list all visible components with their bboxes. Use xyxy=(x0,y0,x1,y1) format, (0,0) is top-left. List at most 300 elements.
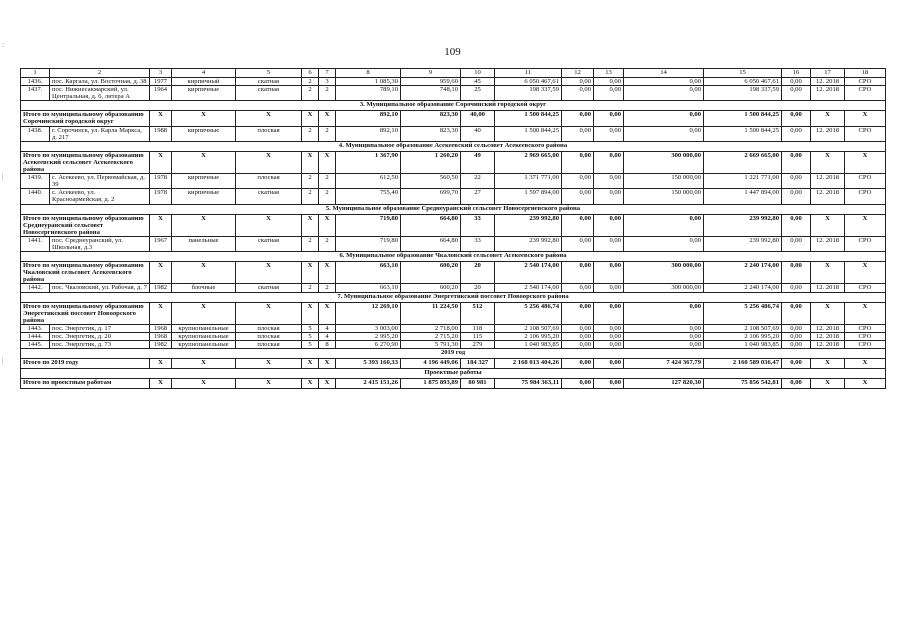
table-cell: 0,00 xyxy=(562,189,594,204)
section-title: 7. Муниципальное образование Энергетикский поссовет Новоорского района xyxy=(21,292,886,302)
table-cell: 4 xyxy=(319,324,336,332)
total-value-cell: 0,00 xyxy=(594,359,624,369)
table-cell: кирпичные xyxy=(172,174,236,189)
total-value-cell: X xyxy=(302,151,319,173)
table-cell: 239 992,80 xyxy=(495,236,562,251)
total-value-cell: 0,00 xyxy=(594,214,624,236)
total-value-cell: X xyxy=(845,359,886,369)
total-value-cell: X xyxy=(150,379,172,389)
total-value-cell: 2 415 151,26 xyxy=(336,379,401,389)
table-cell: 45 xyxy=(461,78,495,86)
total-value-cell: X xyxy=(150,262,172,284)
total-value-cell: 0,00 xyxy=(594,379,624,389)
table-cell: кирпичные xyxy=(172,189,236,204)
table-cell: 2 xyxy=(302,189,319,204)
table-cell: 0,00 xyxy=(782,341,811,349)
row-number-cell: 1443. xyxy=(21,324,50,332)
section-title: 4. Муниципальное образование Асекеевский сельсовет Асекеевского района xyxy=(21,141,886,151)
table-cell: 5 xyxy=(302,324,319,332)
total-value-cell: 0,00 xyxy=(782,359,811,369)
total-label-cell: Итого по муниципальному образованию Чкаловский сельсовет Асекеевского района xyxy=(21,262,150,284)
total-value-cell: X xyxy=(845,111,886,126)
total-value-cell: X xyxy=(236,111,302,126)
total-value-cell: 0,00 xyxy=(624,111,704,126)
table-cell: 2 xyxy=(319,189,336,204)
table-cell: 1967 xyxy=(150,236,172,251)
total-value-cell: X xyxy=(811,111,845,126)
table-cell: 0,00 xyxy=(562,236,594,251)
total-value-cell: 127 820,30 xyxy=(624,379,704,389)
row-number-cell: 1439. xyxy=(21,174,50,189)
table-cell: СРО xyxy=(845,78,886,86)
total-value-cell: 75 856 542,81 xyxy=(704,379,782,389)
table-cell: 0,00 xyxy=(594,126,624,141)
address-cell: с. Асекеево, ул. Красноармейская, д. 2 xyxy=(50,189,150,204)
table-cell: 0,00 xyxy=(782,189,811,204)
total-value-cell: 1 500 844,25 xyxy=(704,111,782,126)
total-value-cell: 0,00 xyxy=(562,302,594,324)
table-cell: 239 992,80 xyxy=(704,236,782,251)
column-number: 7 xyxy=(319,69,336,78)
table-cell: 40 xyxy=(461,126,495,141)
table-cell: 22 xyxy=(461,174,495,189)
address-cell: с. Асекеево, ул. Первомайская, д. 39 xyxy=(50,174,150,189)
total-value-cell: X xyxy=(811,262,845,284)
total-value-cell: X xyxy=(172,359,236,369)
total-value-cell: 2 240 174,00 xyxy=(704,262,782,284)
table-cell: 664,80 xyxy=(401,236,461,251)
table-cell: скатная xyxy=(236,236,302,251)
total-value-cell: 0,00 xyxy=(594,302,624,324)
total-value-cell: X xyxy=(236,214,302,236)
total-value-cell: X xyxy=(236,302,302,324)
table-cell: 2 xyxy=(319,126,336,141)
total-value-cell: 1 367,90 xyxy=(336,151,401,173)
address-cell: г. Сорочинск, ул. Карла Маркса, д. 217 xyxy=(50,126,150,141)
row-number-cell: 1437. xyxy=(21,86,50,101)
table-cell: 12. 2018 xyxy=(811,86,845,101)
total-value-cell: X xyxy=(845,214,886,236)
table-cell: 6 270,90 xyxy=(336,341,401,349)
total-value-cell: X xyxy=(302,262,319,284)
total-value-cell: 0,00 xyxy=(782,302,811,324)
table-cell: СРО xyxy=(845,236,886,251)
address-cell: пос. Чкаловский, ул. Рабочая, д. 7 xyxy=(50,284,150,292)
total-value-cell: 0,00 xyxy=(562,214,594,236)
table-cell: 2 xyxy=(319,284,336,292)
table-cell: 1982 xyxy=(150,284,172,292)
table-row xyxy=(21,341,886,349)
total-value-cell: X xyxy=(811,359,845,369)
table-cell: 5 xyxy=(302,341,319,349)
table-cell: скатная xyxy=(236,284,302,292)
table-cell: 2 718,00 xyxy=(401,324,461,332)
table-cell: 2 108 507,69 xyxy=(704,324,782,332)
table-row xyxy=(21,332,886,340)
table-cell: кирпичные xyxy=(172,86,236,101)
total-value-cell: X xyxy=(236,359,302,369)
column-number: 17 xyxy=(811,69,845,78)
total-value-cell: X xyxy=(319,379,336,389)
total-value-cell: 12 269,10 xyxy=(336,302,401,324)
table-cell: 612,50 xyxy=(336,174,401,189)
table-cell: 0,00 xyxy=(562,332,594,340)
table-cell: 748,10 xyxy=(401,86,461,101)
table-cell: 150 000,00 xyxy=(624,174,704,189)
total-value-cell: X xyxy=(236,262,302,284)
table-cell: крупнопанельные xyxy=(172,341,236,349)
total-value-cell: 300 000,00 xyxy=(624,262,704,284)
table-row xyxy=(21,86,886,101)
margin-mark: : xyxy=(2,40,5,49)
total-value-cell: 1 875 893,89 xyxy=(401,379,461,389)
table-cell: 2 xyxy=(319,236,336,251)
total-label-cell: Итого по 2019 году xyxy=(21,359,150,369)
total-value-cell: 239 992,80 xyxy=(495,214,562,236)
housing-table xyxy=(20,68,886,389)
table-cell: 0,00 xyxy=(594,284,624,292)
table-cell: 1988 xyxy=(150,126,172,141)
table-cell: 1978 xyxy=(150,174,172,189)
table-cell: 20 xyxy=(461,284,495,292)
table-cell: 0,00 xyxy=(594,189,624,204)
table-cell: 0,00 xyxy=(594,86,624,101)
column-number-row xyxy=(21,69,886,78)
total-value-cell: X xyxy=(236,151,302,173)
total-value-cell: X xyxy=(172,111,236,126)
total-value-cell: 719,80 xyxy=(336,214,401,236)
margin-mark: | xyxy=(2,172,4,181)
table-cell: 0,00 xyxy=(782,78,811,86)
subtotal-row xyxy=(21,214,886,236)
total-value-cell: X xyxy=(811,379,845,389)
section-header-row xyxy=(21,101,886,111)
section-header-row xyxy=(21,252,886,262)
table-cell: 12. 2018 xyxy=(811,174,845,189)
table-cell: плоская xyxy=(236,332,302,340)
table-cell: 0,00 xyxy=(562,341,594,349)
table-cell: 4 xyxy=(319,332,336,340)
table-cell: 0,00 xyxy=(782,126,811,141)
table-cell: 0,00 xyxy=(624,341,704,349)
column-number: 5 xyxy=(236,69,302,78)
total-value-cell: 0,00 xyxy=(594,262,624,284)
total-value-cell: 1 500 844,25 xyxy=(495,111,562,126)
table-cell: 2 xyxy=(319,174,336,189)
table-cell: 2 xyxy=(302,86,319,101)
table-cell: 0,00 xyxy=(624,126,704,141)
column-number: 10 xyxy=(461,69,495,78)
total-value-cell: 5 256 486,74 xyxy=(495,302,562,324)
total-value-cell: 1 260,20 xyxy=(401,151,461,173)
table-cell: 892,10 xyxy=(336,126,401,141)
table-cell: крупнопанельные xyxy=(172,324,236,332)
table-cell: плоская xyxy=(236,324,302,332)
table-cell: 12. 2018 xyxy=(811,332,845,340)
table-cell: 0,00 xyxy=(782,324,811,332)
table-cell: 0,00 xyxy=(562,78,594,86)
table-cell: 33 xyxy=(461,236,495,251)
table-cell: 0,00 xyxy=(782,236,811,251)
table-cell: 0,00 xyxy=(624,236,704,251)
total-value-cell: 40,00 xyxy=(461,111,495,126)
table-cell: 12. 2018 xyxy=(811,126,845,141)
table-cell: СРО xyxy=(845,126,886,141)
page-number: 109 xyxy=(444,46,461,58)
total-value-cell: 600,20 xyxy=(401,262,461,284)
table-cell: 300 000,00 xyxy=(624,284,704,292)
row-number-cell: 1438. xyxy=(21,126,50,141)
total-value-cell: 75 984 363,11 xyxy=(495,379,562,389)
table-cell: 1 500 844,25 xyxy=(495,126,562,141)
table-cell: кирпичные xyxy=(172,126,236,141)
subtotal-row xyxy=(21,111,886,126)
table-cell: 2 xyxy=(302,174,319,189)
section-header-row xyxy=(21,349,886,359)
column-number: 15 xyxy=(704,69,782,78)
grand-total-row xyxy=(21,359,886,369)
table-cell: 0,00 xyxy=(562,324,594,332)
total-label-cell: Итого по муниципальному образованию Энергетикский поссовет Новоорского района xyxy=(21,302,150,324)
total-value-cell: 0,00 xyxy=(594,151,624,173)
table-cell: 0,00 xyxy=(562,86,594,101)
total-value-cell: 0,00 xyxy=(782,214,811,236)
total-label-cell: Итого по муниципальному образованию Сорочинский городской округ xyxy=(21,111,150,126)
address-cell: пос. Каргала, ул. Восточная, д. 38 xyxy=(50,78,150,86)
total-value-cell: 823,30 xyxy=(401,111,461,126)
total-value-cell: 20 xyxy=(461,262,495,284)
column-number: 8 xyxy=(336,69,401,78)
table-row xyxy=(21,78,886,86)
table-cell: скатная xyxy=(236,86,302,101)
table-body xyxy=(21,69,886,389)
total-value-cell: X xyxy=(845,379,886,389)
table-cell: 1 597 894,00 xyxy=(495,189,562,204)
table-cell: 1 085,30 xyxy=(336,78,401,86)
table-cell: 1 040 983,85 xyxy=(704,341,782,349)
total-value-cell: 300 000,00 xyxy=(624,151,704,173)
total-value-cell: 7 424 367,79 xyxy=(624,359,704,369)
table-cell: блочные xyxy=(172,284,236,292)
total-value-cell: 512 xyxy=(461,302,495,324)
table-cell: 789,10 xyxy=(336,86,401,101)
total-value-cell: X xyxy=(302,214,319,236)
column-number: 2 xyxy=(50,69,150,78)
table-cell: СРО xyxy=(845,86,886,101)
table-cell: 2 106 995,20 xyxy=(704,332,782,340)
address-cell: пос. Энергетик, д. 20 xyxy=(50,332,150,340)
total-value-cell: 0,00 xyxy=(562,111,594,126)
table-cell: 3 xyxy=(319,78,336,86)
table-cell: 0,00 xyxy=(562,126,594,141)
table-cell: 2 540 174,00 xyxy=(495,284,562,292)
column-number: 18 xyxy=(845,69,886,78)
table-cell: 2 106 995,20 xyxy=(495,332,562,340)
address-cell: пос. Энергетик, д. 73 xyxy=(50,341,150,349)
total-value-cell: X xyxy=(150,151,172,173)
total-value-cell: 2 168 013 404,26 xyxy=(495,359,562,369)
total-value-cell: 11 224,50 xyxy=(401,302,461,324)
total-value-cell: X xyxy=(319,262,336,284)
section-title: 6. Муниципальное образование Чкаловский сельсовет Асекеевского района xyxy=(21,252,886,262)
table-cell: панельные xyxy=(172,236,236,251)
table-row xyxy=(21,236,886,251)
row-number-cell: 1444. xyxy=(21,332,50,340)
table-cell: 25 xyxy=(461,86,495,101)
total-value-cell: X xyxy=(302,302,319,324)
table-cell: СРО xyxy=(845,324,886,332)
total-label-cell: Итого по муниципальному образованию Асекеевский сельсовет Асекеевского района xyxy=(21,151,150,173)
total-value-cell: 239 992,80 xyxy=(704,214,782,236)
table-cell: 0,00 xyxy=(624,332,704,340)
table-cell: 0,00 xyxy=(782,284,811,292)
table-cell: СРО xyxy=(845,284,886,292)
total-value-cell: X xyxy=(172,262,236,284)
table-cell: 560,50 xyxy=(401,174,461,189)
table-cell: 6 050 467,61 xyxy=(704,78,782,86)
table-cell: 12. 2018 xyxy=(811,324,845,332)
table-cell: 198 337,59 xyxy=(495,86,562,101)
total-value-cell: X xyxy=(172,214,236,236)
total-value-cell: 33 xyxy=(461,214,495,236)
total-value-cell: 0,00 xyxy=(624,214,704,236)
table-cell: 2 xyxy=(302,284,319,292)
table-cell: 8 xyxy=(319,341,336,349)
column-number: 11 xyxy=(495,69,562,78)
table-cell: кирпичный xyxy=(172,78,236,86)
address-cell: пос. Среднеуранский, ул. Школьная, д.3 xyxy=(50,236,150,251)
total-value-cell: 0,00 xyxy=(782,111,811,126)
total-value-cell: 2 669 665,00 xyxy=(704,151,782,173)
total-value-cell: X xyxy=(845,302,886,324)
table-cell: 12. 2018 xyxy=(811,189,845,204)
table-cell: 2 108 507,69 xyxy=(495,324,562,332)
total-value-cell: X xyxy=(319,111,336,126)
table-cell: 2 xyxy=(319,86,336,101)
table-cell: СРО xyxy=(845,332,886,340)
section-title: 5. Муниципальное образование Среднеуранский сельсовет Новосергиевского района xyxy=(21,204,886,214)
section-title: 3. Муниципальное образование Сорочинский городской округ xyxy=(21,101,886,111)
section-header-row xyxy=(21,141,886,151)
table-cell: 1964 xyxy=(150,86,172,101)
table-cell: 115 xyxy=(461,332,495,340)
table-cell: 1968 xyxy=(150,324,172,332)
section-header-row xyxy=(21,369,886,379)
table-cell: 279 xyxy=(461,341,495,349)
table-cell: 699,70 xyxy=(401,189,461,204)
table-cell: 1 221 771,00 xyxy=(704,174,782,189)
table-cell: плоская xyxy=(236,341,302,349)
table-cell: 1982 xyxy=(150,341,172,349)
total-value-cell: 892,10 xyxy=(336,111,401,126)
table-cell: СРО xyxy=(845,174,886,189)
row-number-cell: 1440. xyxy=(21,189,50,204)
table-cell: 12. 2018 xyxy=(811,236,845,251)
table-cell: 755,40 xyxy=(336,189,401,204)
table-cell: 5 791,30 xyxy=(401,341,461,349)
table-cell: 1 371 771,00 xyxy=(495,174,562,189)
total-value-cell: 0,00 xyxy=(594,111,624,126)
total-value-cell: X xyxy=(811,151,845,173)
table-cell: 118 xyxy=(461,324,495,332)
total-value-cell: X xyxy=(319,214,336,236)
table-cell: 0,00 xyxy=(594,324,624,332)
row-number-cell: 1442. xyxy=(21,284,50,292)
total-value-cell: 2 160 589 036,47 xyxy=(704,359,782,369)
total-value-cell: X xyxy=(172,151,236,173)
table-cell: 2 xyxy=(302,236,319,251)
table-cell: 0,00 xyxy=(562,284,594,292)
row-number-cell: 1436. xyxy=(21,78,50,86)
column-number: 12 xyxy=(562,69,594,78)
column-number: 16 xyxy=(782,69,811,78)
table-cell: СРО xyxy=(845,189,886,204)
table-cell: 600,20 xyxy=(401,284,461,292)
total-value-cell: 5 393 160,33 xyxy=(336,359,401,369)
total-value-cell: 0,00 xyxy=(562,262,594,284)
total-value-cell: X xyxy=(302,111,319,126)
table-cell: 5 xyxy=(302,332,319,340)
table-cell: 12. 2018 xyxy=(811,284,845,292)
table-cell: плоская xyxy=(236,174,302,189)
total-value-cell: X xyxy=(302,359,319,369)
total-value-cell: 0,00 xyxy=(562,379,594,389)
column-number: 13 xyxy=(594,69,624,78)
table-cell: 2 xyxy=(302,126,319,141)
grand-total-row xyxy=(21,379,886,389)
column-number: 14 xyxy=(624,69,704,78)
total-value-cell: X xyxy=(845,262,886,284)
total-value-cell: X xyxy=(236,379,302,389)
table-cell: 0,00 xyxy=(782,86,811,101)
table-cell: 0,00 xyxy=(562,174,594,189)
column-number: 3 xyxy=(150,69,172,78)
table-cell: 1 500 844,25 xyxy=(704,126,782,141)
total-value-cell: X xyxy=(150,302,172,324)
total-value-cell: 5 256 486,74 xyxy=(704,302,782,324)
section-title: 2019 год xyxy=(21,349,886,359)
total-value-cell: 663,10 xyxy=(336,262,401,284)
table-cell: 0,00 xyxy=(594,174,624,189)
table-cell: скатная xyxy=(236,189,302,204)
total-value-cell: 0,00 xyxy=(562,151,594,173)
table-cell: 1 040 983,85 xyxy=(495,341,562,349)
table-cell: 0,00 xyxy=(594,332,624,340)
total-value-cell: 80 981 xyxy=(461,379,495,389)
total-label-cell: Итого по муниципальному образованию Среднеуранский сельсовет Новосергиевского района xyxy=(21,214,150,236)
table-row xyxy=(21,284,886,292)
table-cell: 0,00 xyxy=(782,174,811,189)
table-cell: 663,10 xyxy=(336,284,401,292)
table-cell: 12. 2018 xyxy=(811,78,845,86)
total-value-cell: X xyxy=(172,302,236,324)
table-cell: 0,00 xyxy=(624,86,704,101)
table-row xyxy=(21,174,886,189)
total-value-cell: 0,00 xyxy=(782,379,811,389)
total-value-cell: X xyxy=(302,379,319,389)
column-number: 4 xyxy=(172,69,236,78)
table-cell: крупнопанельные xyxy=(172,332,236,340)
total-value-cell: X xyxy=(811,214,845,236)
table-cell: 198 337,59 xyxy=(704,86,782,101)
row-number-cell: 1441. xyxy=(21,236,50,251)
address-cell: пос. Нижнесакмарский, ул. Центральная, д. 6, литера А xyxy=(50,86,150,101)
table-cell: 12. 2018 xyxy=(811,341,845,349)
table-row xyxy=(21,126,886,141)
total-value-cell: 2 540 174,00 xyxy=(495,262,562,284)
table-cell: 0,00 xyxy=(594,78,624,86)
total-value-cell: X xyxy=(319,151,336,173)
